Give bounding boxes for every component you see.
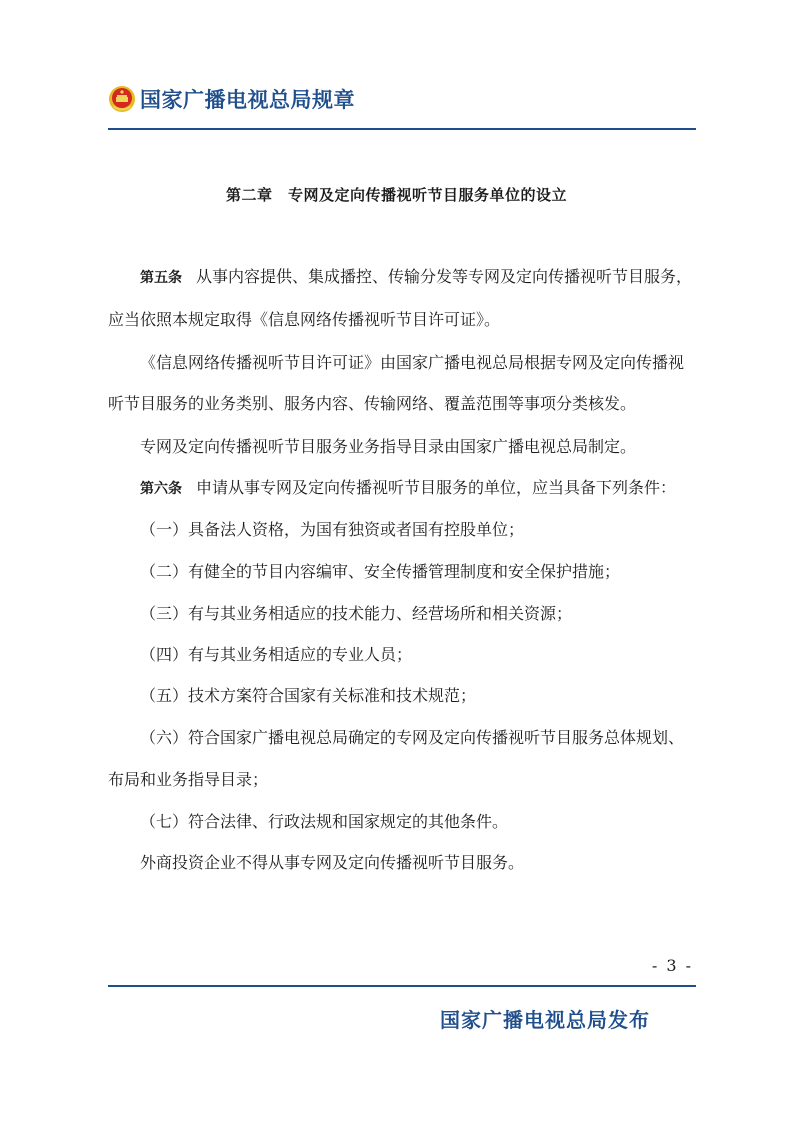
- footer-publisher: 国家广播电视总局发布: [440, 1008, 650, 1032]
- article5-label: 第五条: [140, 270, 182, 286]
- article6-label: 第六条: [140, 481, 182, 497]
- list-item: （二）有健全的节目内容编审、安全传播管理制度和安全保护措施；: [140, 562, 621, 581]
- article5-paragraph1-line1: [108, 259, 696, 296]
- article6-intro: [108, 470, 696, 507]
- list-item-continuation: 布局和业务指导目录；: [108, 770, 269, 789]
- list-item: （七）符合法律、行政法规和国家规定的其他条件。: [140, 812, 509, 831]
- list-item: （四）有与其业务相适应的专业人员；: [140, 645, 413, 664]
- article6-closing: 外商投资企业不得从事专网及定向传播视听节目服务。: [140, 853, 525, 872]
- article6-intro-text: 申请从事专网及定向传播视听节目服务的单位，应当具备下列条件：: [196, 478, 677, 497]
- article5-paragraph2-line1: 《信息网络传播视听节目许可证》由国家广播电视总局根据专网及定向传播视: [140, 353, 685, 372]
- article5-paragraph1-line2: 应当依照本规定取得《信息网络传播视听节目许可证》。: [108, 310, 501, 329]
- article5-paragraph2-line2: 听节目服务的业务类别、服务内容、传输网络、覆盖范围等事项分类核发。: [108, 394, 637, 413]
- page-number: - 3 -: [651, 956, 693, 975]
- footer-divider: [108, 985, 696, 987]
- article5-paragraph3: 专网及定向传播视听节目服务业务指导目录由国家广播电视总局制定。: [140, 437, 637, 456]
- article5-text-a: 从事内容提供、集成播控、传输分发等专网及定向传播视听节目服务，: [196, 267, 693, 286]
- header-title: 国家广播电视总局规章: [140, 88, 355, 112]
- list-item: （五）技术方案符合国家有关标准和技术规范；: [140, 686, 477, 705]
- list-item: （六）符合国家广播电视总局确定的专网及定向传播视听节目服务总体规划、: [140, 728, 685, 747]
- document-header: [108, 84, 355, 114]
- national-emblem-icon: [108, 85, 136, 113]
- chapter-title: 第二章 专网及定向传播视听节目服务单位的设立: [225, 186, 567, 204]
- list-item: （三）有与其业务相适应的技术能力、经营场所和相关资源；: [140, 604, 573, 623]
- list-item: （一）具备法人资格，为国有独资或者国有控股单位；: [140, 520, 525, 539]
- header-divider: [108, 128, 696, 130]
